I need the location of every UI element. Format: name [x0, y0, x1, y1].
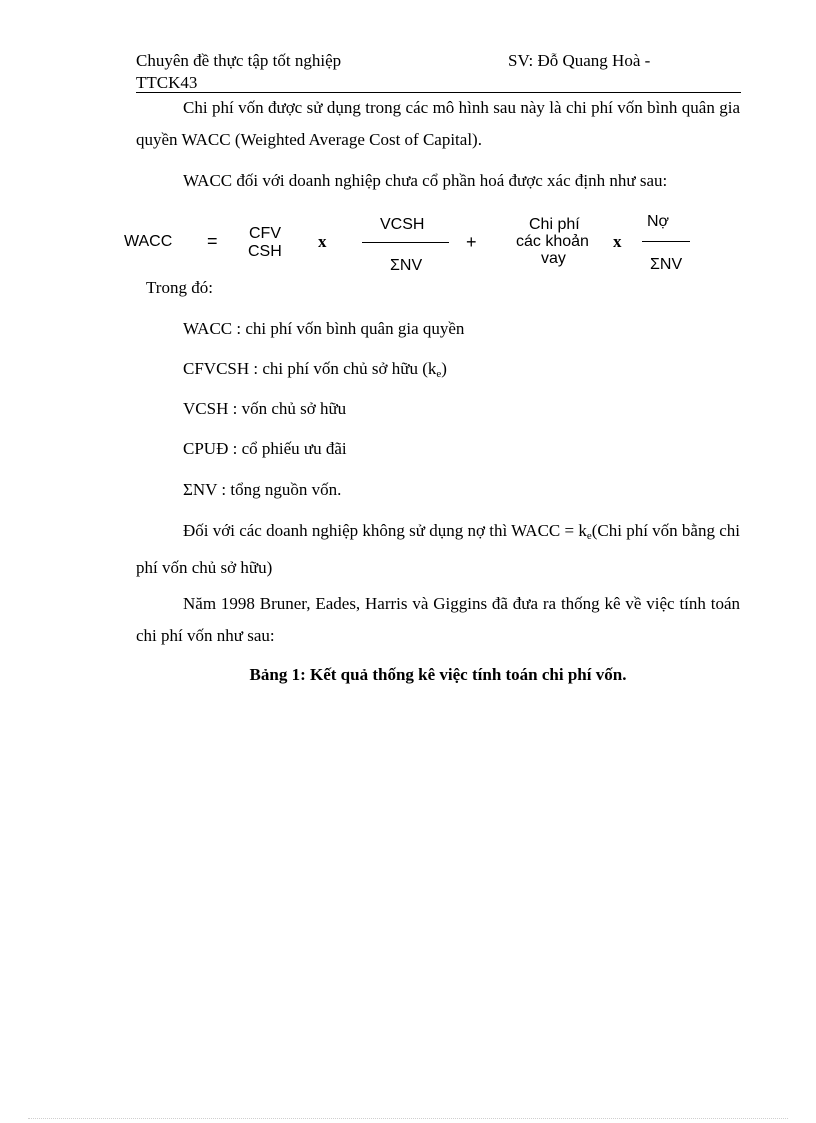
formula-term1-denominator: CSH [248, 243, 282, 260]
paragraph-no-debt-text1: Đối với các doanh nghiệp không sử dụng nợ thì WACC = k [183, 521, 587, 540]
paragraph-wacc-formula-intro: WACC đối với doanh nghiệp chưa cổ phần hoá được xác định như sau: [183, 171, 668, 190]
formula-term2-fraction-bar [362, 242, 449, 243]
formula-term2-numerator: VCSH [380, 216, 425, 233]
formula-term3-line1: Chi phí [529, 216, 580, 233]
table-caption: Bảng 1: Kết quả thống kê việc tính toán chi phí vốn. [249, 665, 627, 684]
definition-cfvcsh-subscript: e [436, 368, 442, 380]
formula-term4-fraction-bar [642, 241, 690, 242]
paragraph-no-debt-subscript: e [586, 530, 592, 542]
definition-sum-nv: ΣNV : tổng nguồn vốn. [183, 480, 342, 499]
formula-term2-denominator: ΣNV [390, 257, 423, 274]
formula-term4-denominator: ΣNV [650, 256, 683, 273]
paragraph-bruner-study: Năm 1998 Bruner, Eades, Harris và Giggins đã đưa ra thống kê về việc tính toán chi phí vốn như sau: [136, 594, 740, 645]
formula-term3-line2: các khoản [516, 233, 589, 250]
paragraph-no-debt [136, 515, 740, 584]
paragraph-wacc-intro: Chi phí vốn được sử dụng trong các mô hình sau này là chi phí vốn bình quân gia quyền WACC (Weighted Average Cost of Capital). [136, 98, 740, 149]
header-author: SV: Đỗ Quang Hoà - [508, 51, 651, 70]
definition-cfvcsh-text: CFVCSH : chi phí vốn chủ sở hữu (k [183, 359, 437, 378]
header-title-line2: TTCK43 [136, 73, 198, 92]
formula-term1-numerator: CFV [249, 225, 281, 242]
formula-times-1: x [318, 232, 327, 251]
definition-cfvcsh [183, 358, 447, 385]
where-label: Trong đó: [146, 278, 213, 297]
formula-term3-line3: vay [541, 250, 566, 267]
definition-cpud: CPUĐ : cổ phiếu ưu đãi [183, 439, 347, 458]
formula-lhs: WACC [124, 233, 173, 250]
page-bottom-border [28, 1118, 788, 1119]
paragraph-no-debt-text2: (Chi phí vốn bằng chi phí vốn chủ sở hữu) [136, 521, 740, 577]
formula-times-2: x [613, 232, 622, 251]
formula-plus: + [466, 232, 477, 252]
definition-vcsh: VCSH : vốn chủ sở hữu [183, 399, 347, 418]
definition-cfvcsh-close: ) [441, 359, 447, 378]
formula-term4-numerator: Nợ [647, 213, 670, 230]
definition-wacc: WACC : chi phí vốn bình quân gia quyền [183, 319, 465, 338]
header-title-line1: Chuyên đề thực tập tốt nghiệp [136, 51, 342, 70]
header-title [136, 50, 436, 94]
formula-equals: = [207, 231, 218, 251]
